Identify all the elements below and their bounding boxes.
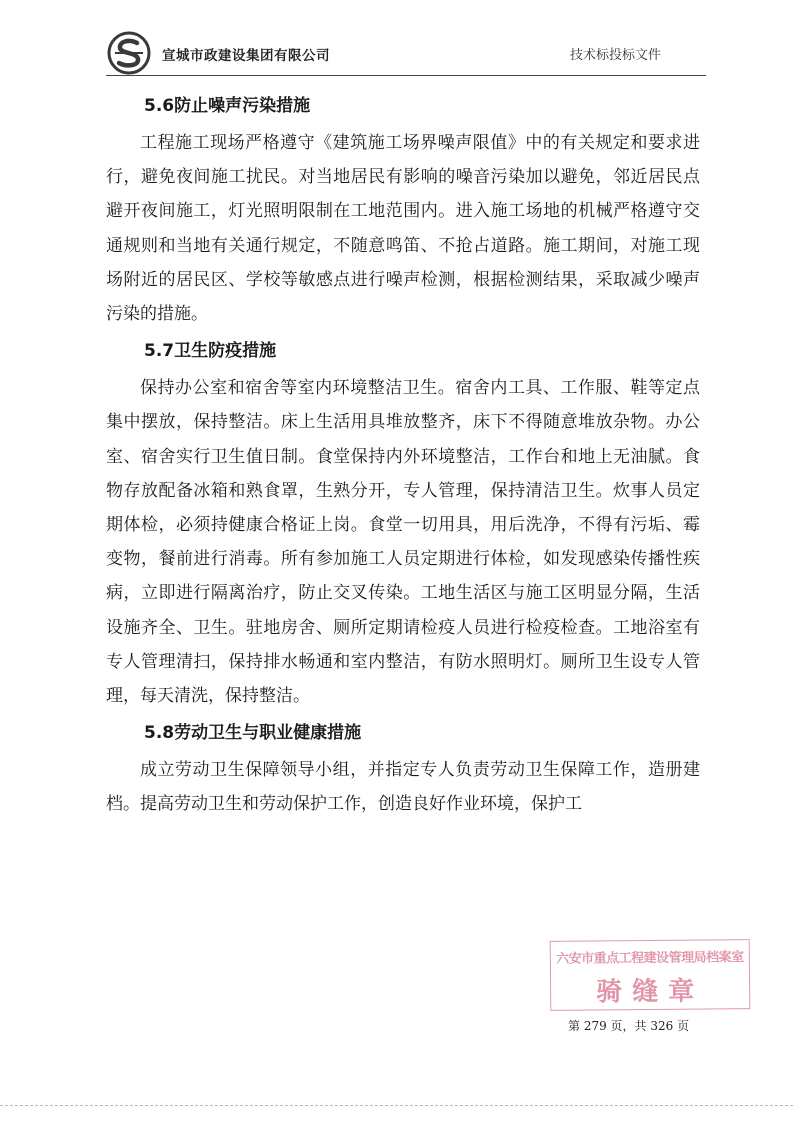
section-paragraph: 成立劳动卫生保障领导小组，并指定专人负责劳动卫生保障工作，造册建档。提高劳动卫生和劳动保护工作，创造良好作业环境，保护工 (106, 760, 700, 815)
company-logo-icon (106, 30, 152, 76)
document-body (106, 86, 700, 822)
section-paragraph: 保持办公室和宿舍等室内环境整洁卫生。宿舍内工具、工作服、鞋等定点集中摆放，保持整洁。床上生活用具堆放整齐，床下不得随意堆放杂物。办公室、宿舍实行卫生值日制。食堂保持内外环境整洁，工作台和地上无油腻。食物存放配备冰箱和熟食罩，生熟分开，专人管理，保持清洁卫生。炊事人员定期体检，必须持健康合格证上岗。食堂一切用具，用后洗净，不得有污垢、霉变物，餐前进行消毒。所有参加施工人员定期进行体检，如发现感染传播性疾病，立即进行隔离治疗，防止交叉传染。工地生活区与施工区明显分隔，生活设施齐全、卫生。驻地房舍、厕所定期请检疫人员进行检疫检查。工地浴室有专人管理清扫，保持排水畅通和室内整洁，有防水照明灯。厕所卫生设专人管理，每天清洗，保持整洁。 (106, 378, 700, 707)
document-type: 技术标投标文件 (569, 48, 661, 63)
page-header (106, 14, 706, 76)
section-paragraph: 工程施工现场严格遵守《建筑施工场界噪声限值》中的有关规定和要求进行，避免夜间施工扰民。对当地居民有影响的噪音污染加以避免，邻近居民点避开夜间施工，灯光照明限制在工地范围内。进入施工场地的机械严格遵守交通规则和当地有关通行规定，不随意鸣笛、不抢占道路。施工期间，对施工现场附近的居民区、学校等敏感点进行噪声检测，根据检测结果，采取减少噪声污染的措施。 (106, 133, 700, 325)
page-edge-line (0, 1105, 793, 1106)
header-divider (106, 75, 706, 76)
section-title: 5.8劳动卫生与职业健康措施 (144, 723, 362, 744)
stamp-organization: 六安市重点工程建设管理局档案室 (556, 950, 744, 967)
page-number: 第 279 页，共 326 页 (568, 1019, 690, 1033)
seam-seal-stamp (550, 939, 751, 1011)
stamp-name: 骑缝章 (596, 976, 705, 1008)
section-title: 5.6防止噪声污染措施 (144, 96, 311, 116)
company-name: 宣城市政建设集团有限公司 (162, 48, 330, 64)
section-title: 5.7卫生防疫措施 (144, 341, 277, 362)
